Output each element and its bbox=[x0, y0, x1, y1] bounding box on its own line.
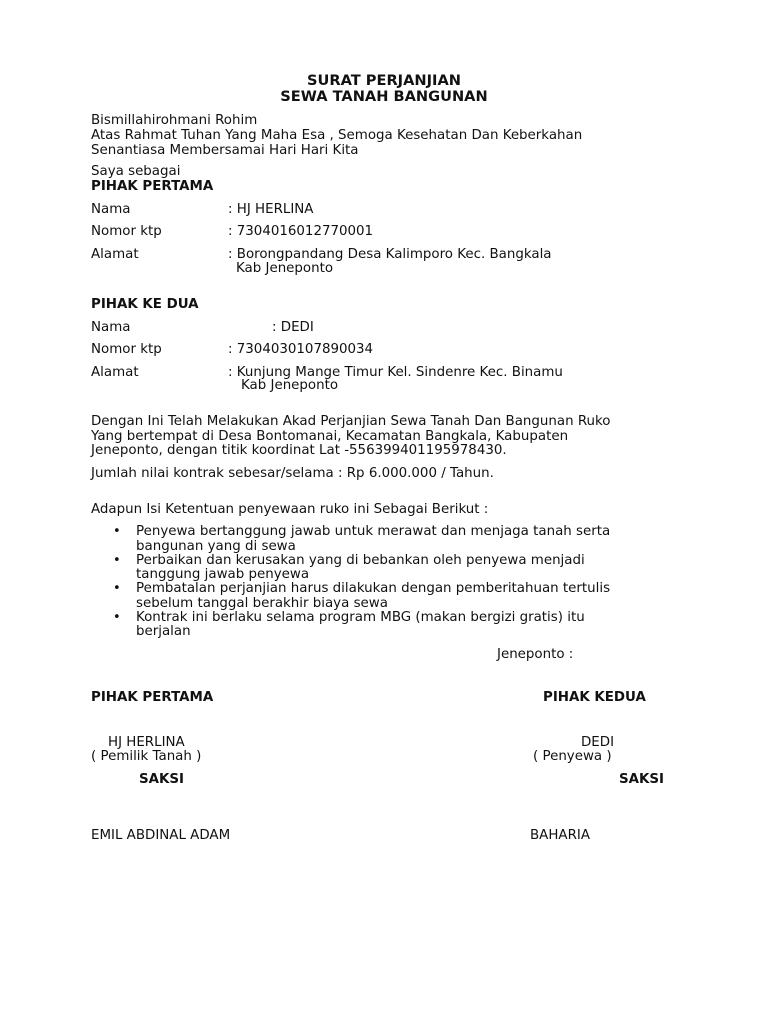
signature-right-heading: PIHAK KEDUA bbox=[543, 690, 646, 705]
agreement-line3: Jeneponto, dengan titik koordinat Lat -556399401195978430. bbox=[91, 443, 507, 458]
opening-line1: Bismillahirohmani Rohim bbox=[91, 113, 258, 128]
pihak-pertama-heading: PIHAK PERTAMA bbox=[91, 179, 214, 194]
term-3-line1: Pembatalan perjanjian harus dilakukan dengan pemberitahuan tertulis bbox=[136, 581, 611, 596]
witness-right-heading: SAKSI bbox=[619, 772, 665, 787]
pihak-pertama-nama-label: Nama bbox=[91, 202, 131, 217]
pihak-kedua-ktp-label: Nomor ktp bbox=[91, 342, 162, 357]
bullet-icon: • bbox=[113, 610, 121, 625]
pihak-kedua-ktp-value: : 7304030107890034 bbox=[228, 342, 374, 357]
pihak-pertama-nama-value: : HJ HERLINA bbox=[228, 202, 314, 217]
intro-text: Saya sebagai bbox=[91, 164, 181, 179]
pihak-pertama-alamat-value-2: Kab Jeneponto bbox=[236, 261, 334, 276]
document-title-line2: SEWA TANAH BANGUNAN bbox=[280, 88, 488, 105]
pihak-kedua-heading: PIHAK KE DUA bbox=[91, 297, 199, 312]
signature-left-heading: PIHAK PERTAMA bbox=[91, 690, 214, 705]
pihak-pertama-alamat-value-1: : Borongpandang Desa Kalimporo Kec. Bangkala bbox=[228, 247, 552, 262]
terms-intro: Adapun Isi Ketentuan penyewaan ruko ini Sebagai Berikut : bbox=[91, 502, 489, 517]
witness-left-heading: SAKSI bbox=[139, 772, 185, 787]
signature-left-name: HJ HERLINA bbox=[108, 735, 185, 750]
term-1-line1: Penyewa bertanggung jawab untuk merawat dan menjaga tanah serta bbox=[136, 524, 611, 539]
agreement-line1: Dengan Ini Telah Melakukan Akad Perjanjian Sewa Tanah Dan Bangunan Ruko bbox=[91, 414, 611, 429]
document-title-line1: SURAT PERJANJIAN bbox=[306, 72, 461, 89]
bullet-icon: • bbox=[113, 553, 121, 568]
witness-right-name: BAHARIA bbox=[530, 828, 590, 843]
term-2-line2: tanggung jawab penyewa bbox=[136, 567, 310, 582]
agreement-line2: Yang bertempat di Desa Bontomanai, Kecamatan Bangkala, Kabupaten bbox=[91, 429, 569, 444]
term-4-line1: Kontrak ini berlaku selama program MBG (makan bergizi gratis) itu bbox=[136, 610, 585, 625]
signature-right-name: DEDI bbox=[581, 735, 615, 750]
bullet-icon: • bbox=[113, 524, 121, 539]
opening-line3: Senantiasa Membersamai Hari Hari Kita bbox=[91, 143, 359, 158]
pihak-kedua-nama-label: Nama bbox=[91, 320, 131, 335]
pihak-pertama-alamat-label: Alamat bbox=[91, 247, 139, 262]
pihak-kedua-alamat-value-1: : Kunjung Mange Timur Kel. Sindenre Kec. Binamu bbox=[228, 365, 563, 380]
witness-left-name: EMIL ABDINAL ADAM bbox=[91, 828, 231, 843]
pihak-kedua-alamat-value-2: Kab Jeneponto bbox=[241, 378, 339, 393]
pihak-pertama-ktp-value: : 7304016012770001 bbox=[228, 224, 374, 239]
pihak-kedua-nama-value: : DEDI bbox=[272, 320, 314, 335]
term-2-line1: Perbaikan dan kerusakan yang di bebankan oleh penyewa menjadi bbox=[136, 553, 585, 568]
place-date: Jeneponto : bbox=[497, 647, 574, 662]
bullet-icon: • bbox=[113, 581, 121, 596]
signature-left-role: ( Pemilik Tanah ) bbox=[91, 749, 202, 764]
opening-line2: Atas Rahmat Tuhan Yang Maha Esa , Semoga Kesehatan Dan Keberkahan bbox=[91, 128, 583, 143]
term-1-line2: bangunan yang di sewa bbox=[136, 539, 296, 554]
term-3-line2: sebelum tanggal berakhir biaya sewa bbox=[136, 596, 388, 611]
term-4-line2: berjalan bbox=[136, 624, 191, 639]
pihak-kedua-alamat-label: Alamat bbox=[91, 365, 139, 380]
signature-right-role: ( Penyewa ) bbox=[533, 749, 612, 764]
pihak-pertama-ktp-label: Nomor ktp bbox=[91, 224, 162, 239]
contract-value: Jumlah nilai kontrak sebesar/selama : Rp 6.000.000 / Tahun. bbox=[91, 466, 494, 481]
